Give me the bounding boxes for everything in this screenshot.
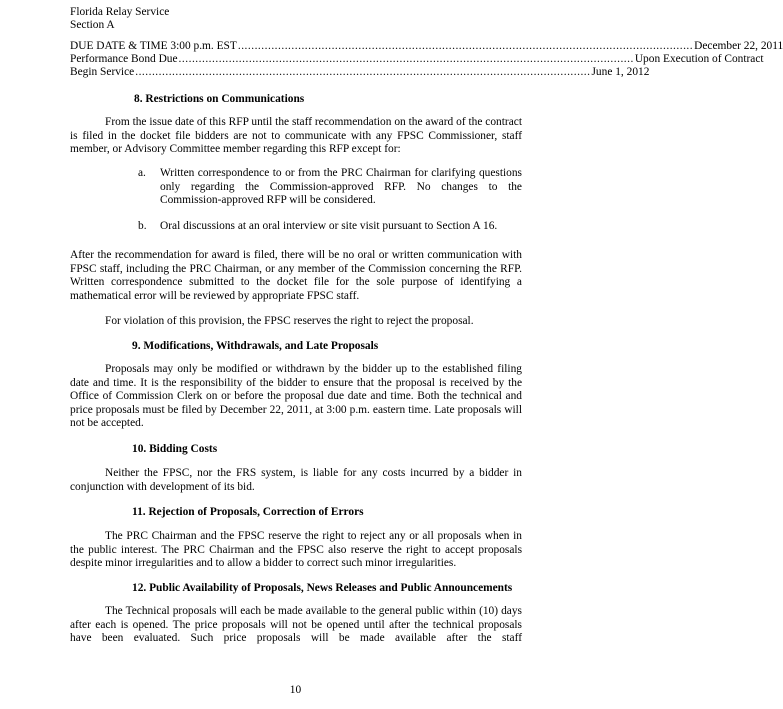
section-9-paragraph-1: Proposals may only be modified or withdrawn by the bidder up to the established filing date and time. It is the responsibility of the bidder to ensure that the proposal is received by the Office of Commission Clerk on or before the proposal due date and time. Both the technical and price proposals must be filed by December 22, 2011, at 3:00 p.m. eastern time. Late proposals will not be accepted. <box>70 363 522 430</box>
section-12-heading: 12. Public Availability of Proposals, News Releases and Public Announcements <box>132 582 513 594</box>
dot-leader: ........................................................................................................................................ <box>135 66 591 78</box>
section-11-paragraph-1: The PRC Chairman and the FPSC reserve the right to reject any or all proposals when in the public interest. The PRC Chairman and the FPSC also reserve the right to accept proposals despite minor irregularities and to allow a bidder to correct such minor irregularities. <box>70 530 522 570</box>
schedule-row-due-date <box>70 40 783 54</box>
schedule-value: December 22, 2011 <box>694 40 783 52</box>
item-a-text: Written correspondence to or from the PRC Chairman for clarifying questions only regarding the Commission-approved RFP. No changes to the Commission-approved RFP will be considered. <box>160 167 522 207</box>
schedule-value: June 1, 2012 <box>591 66 650 78</box>
section-8-paragraph-2: After the recommendation for award is filed, there will be no oral or written communication with FPSC staff, including the PRC Chairman, or any member of the Commission concerning the RFP. Written correspondence submitted to the docket file for the sole purpose of identifying a mathematical error will be reviewed by appropriate FPSC staff. <box>70 249 522 302</box>
schedule-label: Begin Service <box>70 66 135 78</box>
schedule-label: DUE DATE & TIME 3:00 p.m. EST <box>70 40 237 52</box>
header-section: Section A <box>70 19 115 31</box>
section-11-heading: 11. Rejection of Proposals, Correction of Errors <box>132 506 364 518</box>
section-8-paragraph-1: From the issue date of this RFP until the staff recommendation on the award of the contract is filed in the docket file bidders are not to communicate with any FPSC Commissioner, staff member, or Advisory Committee member regarding this RFP except for: <box>70 116 522 156</box>
header-org: Florida Relay Service <box>70 6 170 18</box>
schedule-row-begin-service <box>70 66 650 80</box>
item-b-label: b. <box>138 220 147 232</box>
dot-leader: ........................................................................................................................................ <box>178 53 634 65</box>
schedule-value: Upon Execution of Contract <box>634 53 764 65</box>
dot-leader: ........................................................................................................................................ <box>237 40 694 52</box>
item-a-label: a. <box>138 167 146 179</box>
schedule-label: Performance Bond Due <box>70 53 178 65</box>
section-8-paragraph-3: For violation of this provision, the FPSC reserves the right to reject the proposal. <box>105 315 474 327</box>
section-12-paragraph-1: The Technical proposals will each be made available to the general public within (10) days after each is opened. The price proposals will not be opened until after the technical proposals have been evaluated. Such price proposals will be made available after the staff <box>70 605 522 645</box>
item-b-text: Oral discussions at an oral interview or site visit pursuant to Section A 16. <box>160 220 498 232</box>
section-10-paragraph-1: Neither the FPSC, nor the FRS system, is liable for any costs incurred by a bidder in conjunction with development of its bid. <box>70 467 522 493</box>
section-9-heading: 9. Modifications, Withdrawals, and Late Proposals <box>132 340 379 352</box>
section-10-heading: 10. Bidding Costs <box>132 443 218 455</box>
section-8-heading: 8. Restrictions on Communications <box>134 93 305 105</box>
schedule-row-performance-bond <box>70 53 764 67</box>
page-number: 10 <box>289 684 302 696</box>
